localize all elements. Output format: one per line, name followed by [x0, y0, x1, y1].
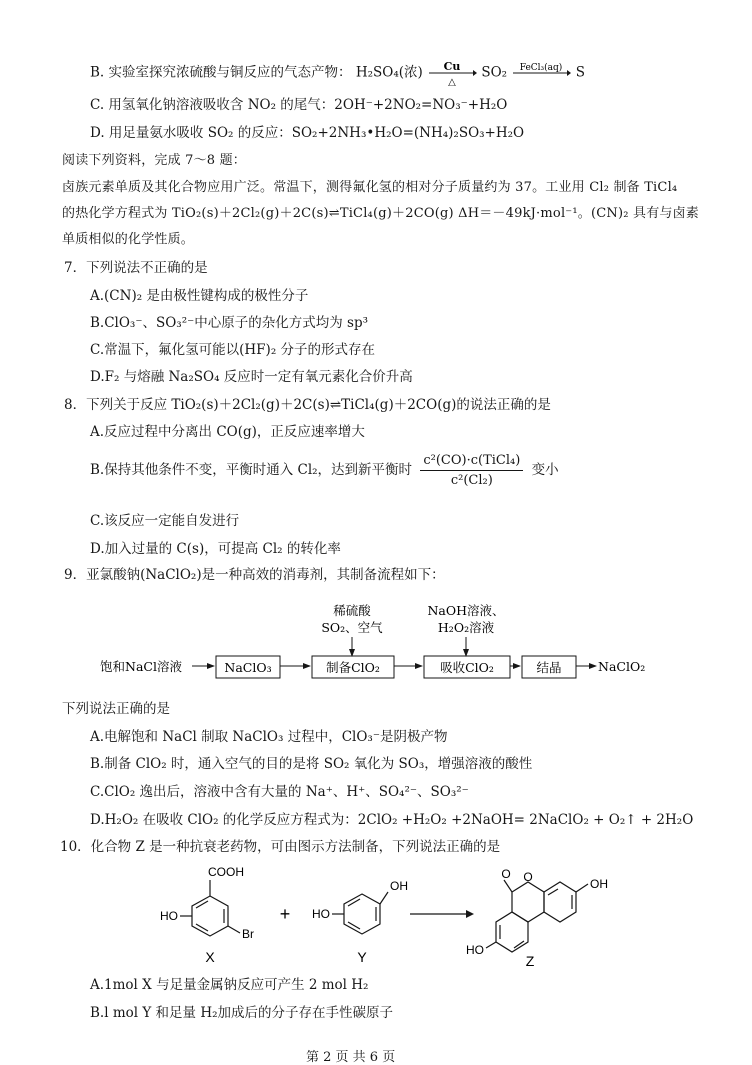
q8-equilibrium-fraction	[420, 452, 523, 489]
flow-feed-label: 饱和NaCl溶液	[100, 659, 182, 674]
x-br-label: Br	[242, 927, 254, 941]
x-label: X	[205, 949, 215, 965]
svg-text:NaClO₃: NaClO₃	[224, 660, 272, 675]
reading-line-1: 卤族元素单质及其化合物应用广泛。常温下，测得氟化氢的相对分子质量约为 37。工业用 Cl₂ 制备 TiCl₄	[62, 180, 678, 195]
q9-option-c: C.ClO₂ 逸出后，溶液中含有大量的 Na⁺、H⁺、SO₄²⁻、SO₃²⁻	[90, 784, 469, 800]
q9-flow-diagram	[100, 598, 660, 690]
svg-text:结晶: 结晶	[536, 660, 562, 675]
q7-option-a: A.(CN)₂ 是由极性键构成的极性分子	[90, 288, 309, 304]
svg-text:制备ClO₂: 制备ClO₂	[326, 660, 380, 675]
q10-option-a: A.1mol X 与足量金属钠反应可产生 2 mol H₂	[90, 977, 369, 993]
y-label: Y	[357, 949, 367, 965]
q7-option-c: C.常温下，氟化氢可能以(HF)₂ 分子的形式存在	[90, 342, 376, 358]
plus-sign: +	[279, 904, 291, 924]
q6-arrow-fecl3	[511, 60, 571, 86]
x-cooh-label: COOH	[208, 865, 244, 879]
reagent1-line2: SO₂、空气	[321, 620, 383, 635]
q7-stem: 7．下列说法不正确的是	[64, 260, 208, 276]
z-ho-label: HO	[466, 943, 484, 957]
y-ho-label: HO	[312, 907, 330, 921]
reagent1-line1: 稀硫酸	[333, 603, 371, 618]
q8-option-c: C.该反应一定能自发进行	[90, 513, 240, 529]
molecule-z	[486, 880, 588, 952]
q8-option-b-suffix: 变小	[531, 462, 559, 478]
molecule-y	[332, 892, 388, 934]
z-ring-o: O	[523, 870, 533, 884]
svg-text:△: △	[448, 77, 456, 86]
q7-option-b: B.ClO₃⁻、SO₃²⁻中心原子的杂化方式均为 sp³	[90, 315, 369, 331]
q10-reaction-scheme	[150, 862, 610, 970]
q6-option-c: C. 用氢氧化钠溶液吸收含 NO₂ 的尾气：2OH⁻+2NO₂=NO₃⁻+H₂O	[90, 97, 508, 113]
q6-option-b-mid: SO₂	[481, 64, 508, 81]
q6-option-b-reactant: H₂SO₄(浓)	[355, 64, 423, 81]
reaction-arrow	[466, 910, 474, 918]
q9-option-a: A.电解饱和 NaCl 制取 NaClO₃ 过程中，ClO₃⁻是阴极产物	[90, 729, 448, 745]
q7-option-d: D.F₂ 与熔融 Na₂SO₄ 反应时一定有氧元素化合价升高	[90, 369, 413, 385]
fraction-numerator: c²(CO)·c(TiCl₄)	[420, 452, 523, 471]
reagent2-line1: NaOH溶液、	[427, 603, 505, 618]
q8-stem: 8．下列关于反应 TiO₂(s)＋2Cl₂(g)＋2C(s)⇌TiCl₄(g)＋2CO(g)的说法正确的是	[64, 397, 551, 413]
q6-option-d: D. 用足量氨水吸收 SO₂ 的反应：SO₂+2NH₃•H₂O=(NH₄)₂SO₃+H₂O	[90, 125, 525, 141]
x-ho-label: HO	[160, 909, 178, 923]
q9-option-d: D.H₂O₂ 在吸收 ClO₂ 的化学反应方程式为：2ClO₂ +H₂O₂ +2NaOH= 2NaClO₂ + O₂↑ + 2H₂O	[90, 812, 694, 828]
reading-line-2: 的热化学方程式为 TiO₂(s)＋2Cl₂(g)＋2C(s)⇌TiCl₄(g)＋2CO(g) ΔH＝－49kJ·mol⁻¹。(CN)₂ 具有与卤素	[62, 206, 699, 221]
z-oh-label: OH	[590, 877, 608, 891]
z-carbonyl-o: O	[501, 867, 511, 881]
q8-option-a: A.反应过程中分离出 CO(g)，正反应速率增大	[90, 424, 365, 440]
svg-text:Cu: Cu	[443, 60, 461, 73]
q8-option-b-prefix: B.保持其他条件不变，平衡时通入 Cl₂，达到新平衡时	[90, 462, 413, 478]
q9-stem: 9．亚氯酸钠(NaClO₂)是一种高效的消毒剂，其制备流程如下：	[64, 567, 445, 583]
page-footer: 第 2 页 共 6 页	[306, 1050, 396, 1065]
q6-arrow-cu	[427, 60, 477, 86]
q9-option-b: B.制备 ClO₂ 时，通入空气的目的是将 SO₂ 氧化为 SO₃，增强溶液的酸性	[90, 756, 533, 772]
q10-option-b: B.l mol Y 和足量 H₂加成后的分子存在手性碳原子	[90, 1005, 394, 1021]
q6-option-b-text: B. 实验室探究浓硫酸与铜反应的气态产物：	[90, 64, 352, 81]
q10-stem: 10．化合物 Z 是一种抗衰老药物，可由图示方法制备，下列说法正确的是	[60, 839, 501, 855]
molecule-x	[180, 880, 240, 936]
y-oh-label: OH	[390, 879, 408, 893]
reading-intro: 阅读下列资料，完成 7～8 题：	[62, 153, 247, 168]
q8-option-d: D.加入过量的 C(s)，可提高 Cl₂ 的转化率	[90, 541, 341, 557]
reading-line-3: 单质相似的化学性质。	[62, 232, 195, 247]
reagent2-line2: H₂O₂溶液	[437, 620, 495, 635]
flow-product-label: NaClO₂	[598, 659, 646, 674]
fraction-denominator: c²(Cl₂)	[450, 473, 493, 488]
q6-option-b	[90, 60, 585, 86]
q9-sub-stem: 下列说法正确的是	[62, 701, 170, 717]
svg-text:FeCl₃(aq): FeCl₃(aq)	[520, 63, 563, 73]
z-label: Z	[525, 953, 535, 969]
q6-option-b-product: S	[575, 64, 585, 81]
q8-option-b	[90, 452, 559, 489]
svg-text:吸收ClO₂: 吸收ClO₂	[440, 660, 494, 675]
